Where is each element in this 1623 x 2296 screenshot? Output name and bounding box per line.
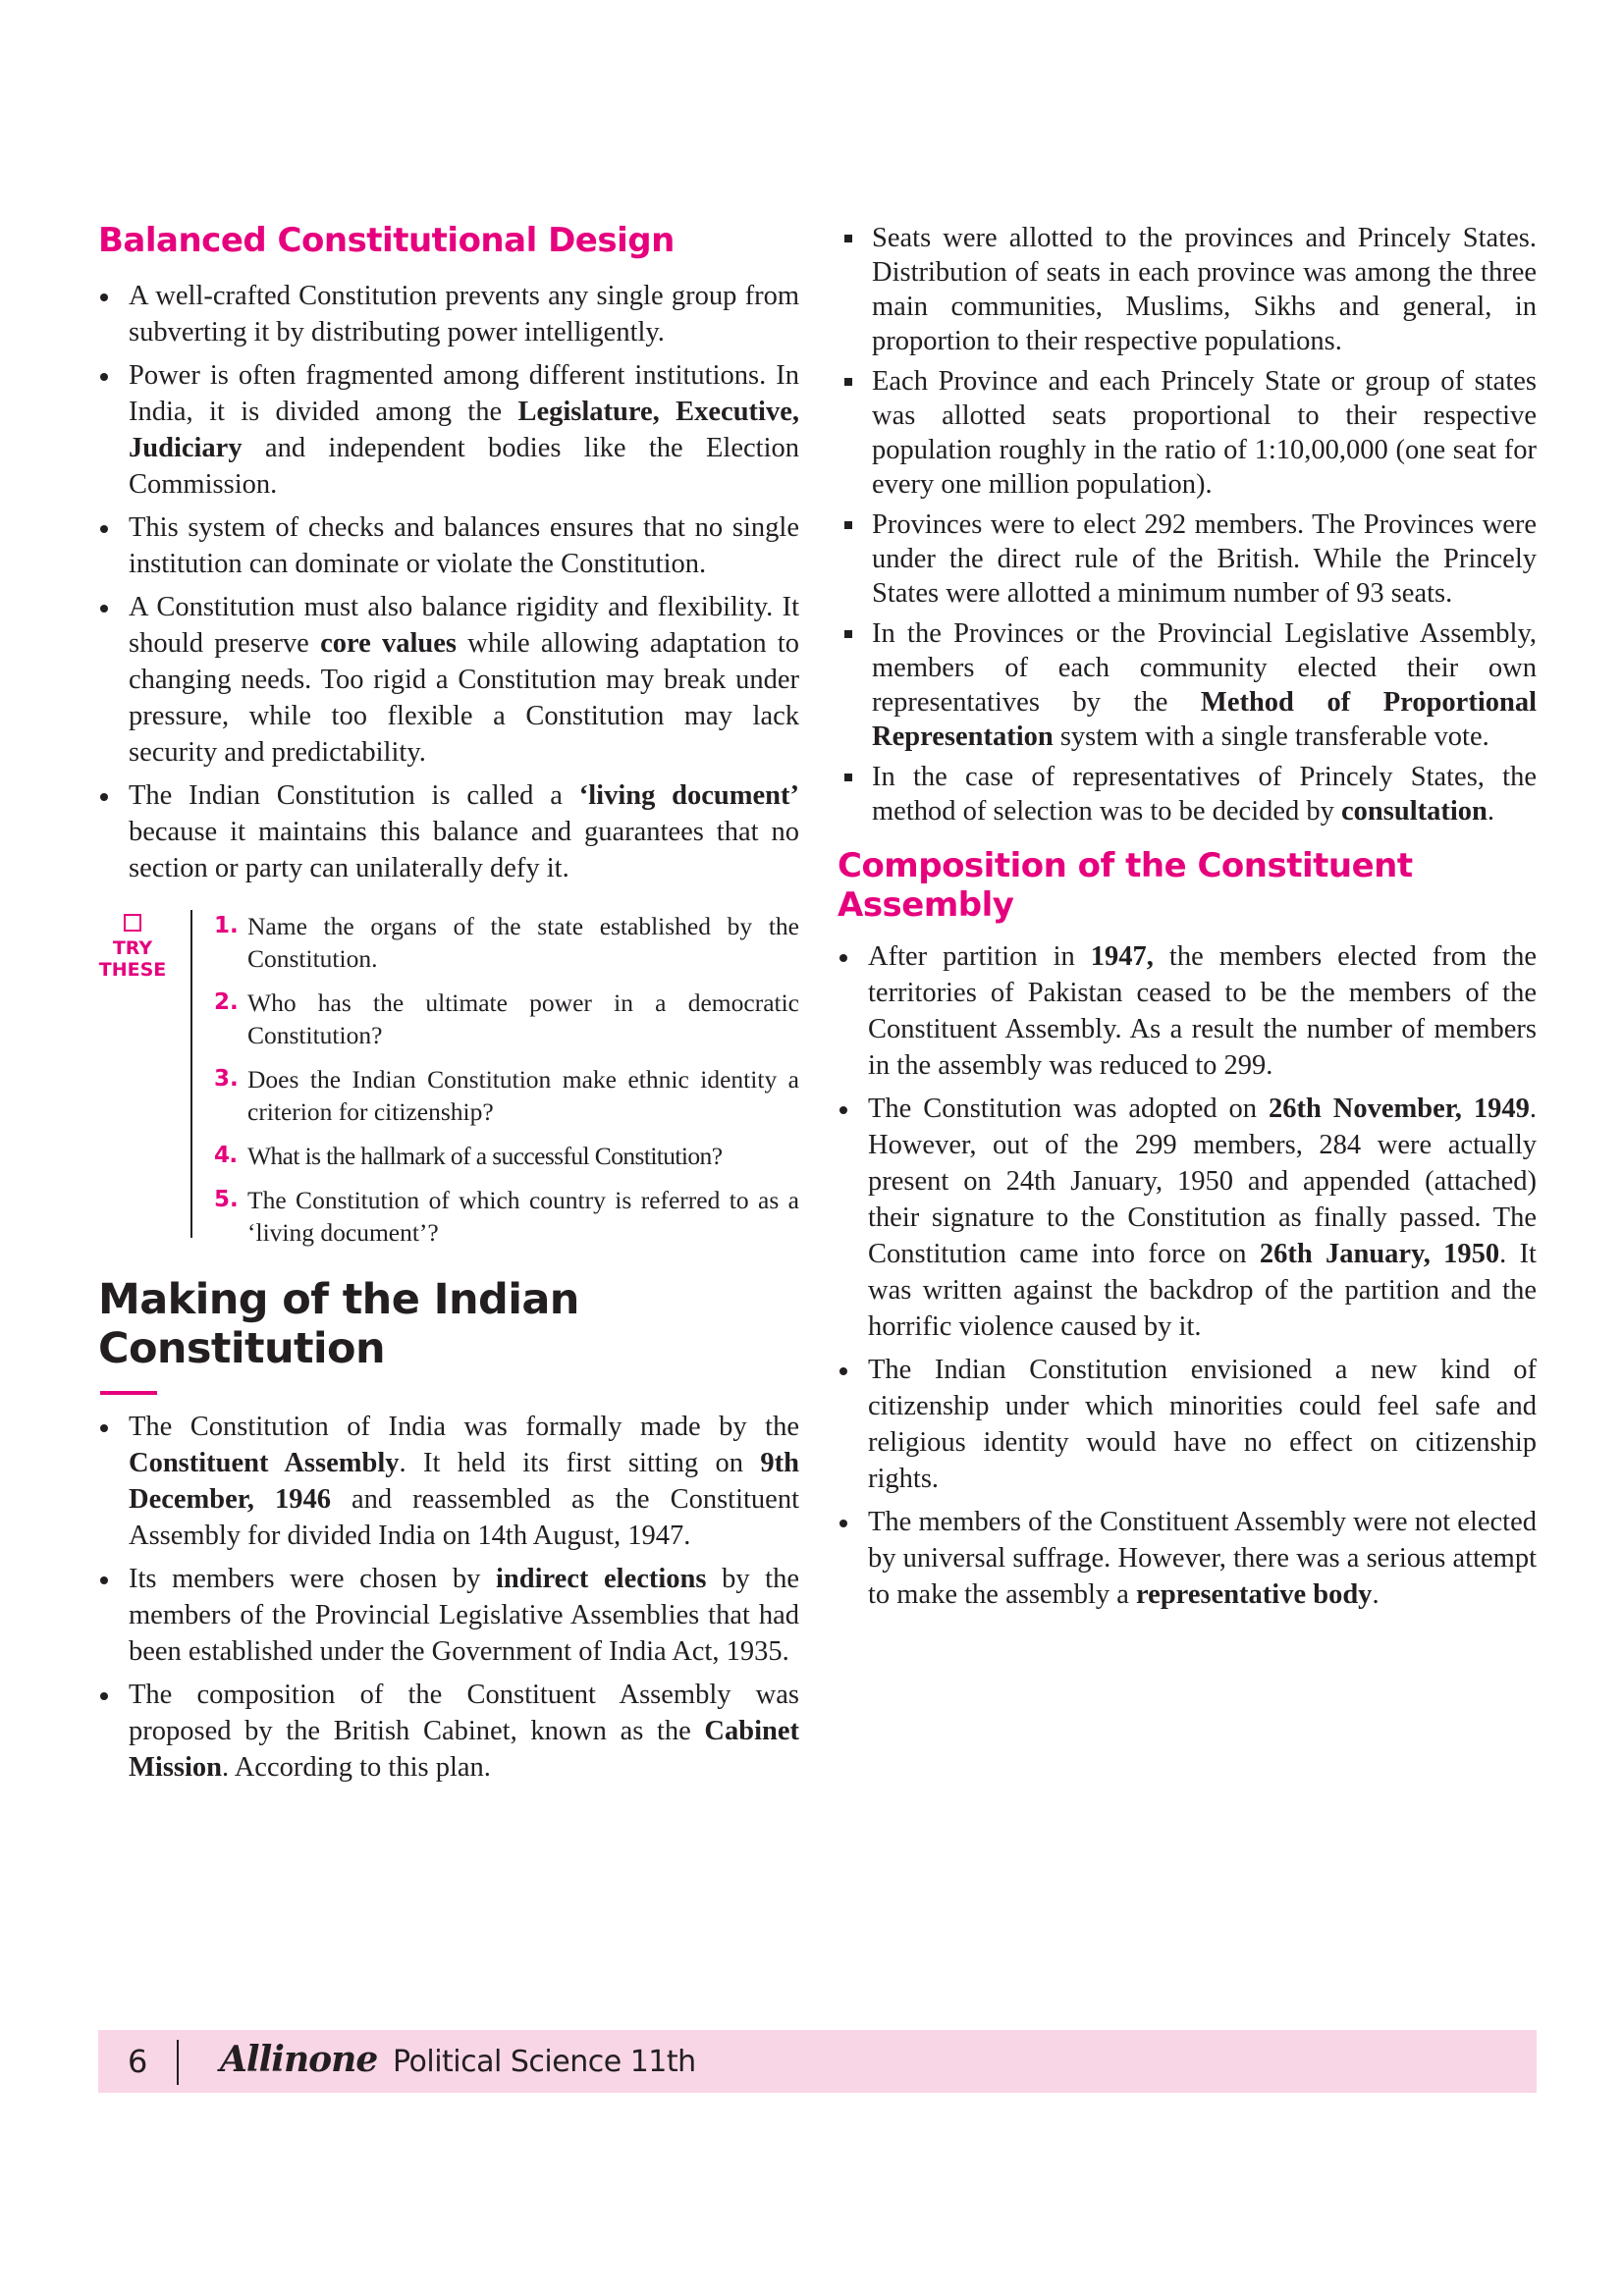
composition-heading: Composition of the Constituent Assembly: [838, 846, 1413, 925]
right-column: [838, 221, 1537, 1620]
list-item: A well-crafted Constitution prevents any single group from subverting it by distributing power intelligently.: [98, 278, 799, 350]
list-item: Each Province and each Princely State or group of states was allotted seats proportional to their respective population roughly in the ratio of 1:10,00,000 (one seat for every one million population).: [838, 364, 1537, 502]
question-list: [214, 910, 799, 1260]
list-item: Seats were allotted to the provinces and Princely States. Distribution of seats in each province was among the three main communities, Muslims, Sikhs and general, in proportion to their respective populations.: [838, 221, 1537, 358]
list-item: The composition of the Constituent Assembly was proposed by the British Cabinet, known as the Cabinet Mission. According to this plan.: [98, 1677, 799, 1786]
footer-separator: [177, 2040, 179, 2085]
list-item: Its members were chosen by indirect elections by the members of the Provincial Legislative Assemblies that had been established under the Government of India Act, 1935.: [98, 1561, 799, 1670]
page-number: 6: [128, 2043, 148, 2080]
balanced-design-list: [98, 278, 799, 886]
question-item: 3. Does the Indian Constitution make ethnic identity a criterion for citizenship?: [214, 1065, 799, 1126]
left-column: [98, 221, 799, 1792]
list-item: The Constitution was adopted on 26th November, 1949. However, out of the 299 members, 284 were actually present on 24th January, 1950 and appended (attached) their signature to the Constitution as finally passed. The Constitution came into force on 26th January, 1950. It was written against the backdrop of the partition and the horrific violence caused by it.: [838, 1091, 1537, 1345]
list-item: The Indian Constitution is called a ‘living document’ because it maintains this balance and guarantees that no section or party can unilaterally defy it.: [98, 777, 799, 886]
list-item: Provinces were to elect 292 members. The Provinces were under the direct rule of the British. While the Princely States were allotted a minimum number of 93 seats.: [838, 507, 1537, 611]
brand-logo: Allinone: [220, 2039, 378, 2080]
try-these-box: [98, 910, 799, 1247]
book-title: Political Science 11th: [393, 2045, 696, 2079]
list-item: This system of checks and balances ensures that no single institution can dominate or violate the Constitution.: [98, 509, 799, 582]
list-item: A Constitution must also balance rigidity and flexibility. It should preserve core values while allowing adaptation to changing needs. Too rigid a Constitution may break under pressure, while too flexible a Constitution may lack security and predictability.: [98, 589, 799, 771]
list-item: The Indian Constitution envisioned a new kind of citizenship under which minorities could feel safe and religious identity would have no effect on citizenship rights.: [838, 1352, 1537, 1497]
question-item: 1. Name the organs of the state established by the Constitution.: [214, 912, 799, 973]
these-label: THESE: [98, 959, 167, 981]
making-constitution-list: [98, 1409, 799, 1786]
list-item: Power is often fragmented among different institutions. In India, it is divided among the Legislature, Executive, Judiciary and independent bodies like the Election Commission.: [98, 357, 799, 503]
page-footer: [98, 2030, 1537, 2093]
question-item: 2. Who has the ultimate power in a democratic Constitution?: [214, 988, 799, 1049]
question-item: 5. The Constitution of which country is referred to as a ‘living document’?: [214, 1186, 799, 1247]
list-item: The Constitution of India was formally made by the Constituent Assembly. It held its first sitting on 9th December, 1946 and reassembled as the Constituent Assembly for divided India on 14th August, 1947.: [98, 1409, 799, 1554]
checkbox-square-icon: [124, 914, 141, 932]
composition-list: [838, 938, 1537, 1613]
list-item: In the Provinces or the Provincial Legislative Assembly, members of each community elected their own representatives by the Method of Proportional Representation system with a single transferable vote.: [838, 616, 1537, 754]
cabinet-mission-plan-list: [838, 221, 1537, 828]
try-label: TRY: [112, 937, 153, 959]
list-item: The members of the Constituent Assembly were not elected by universal suffrage. However, there was a serious attempt to make the assembly a representative body.: [838, 1504, 1537, 1613]
balanced-design-heading: Balanced Constitutional Design: [98, 221, 675, 260]
making-constitution-heading: Making of the Indian Constitution: [98, 1275, 579, 1373]
try-these-badge: [98, 910, 167, 981]
list-item: In the case of representatives of Princely States, the method of selection was to be decided by consultation.: [838, 760, 1537, 828]
list-item: After partition in 1947, the members elected from the territories of Pakistan ceased to be the members of the Constituent Assembly. As a result the number of members in the assembly was reduced to 299.: [838, 938, 1537, 1084]
vertical-divider: [190, 910, 192, 1238]
question-item: 4. What is the hallmark of a successful Constitution?: [214, 1142, 723, 1170]
heading-underline: [100, 1391, 157, 1395]
